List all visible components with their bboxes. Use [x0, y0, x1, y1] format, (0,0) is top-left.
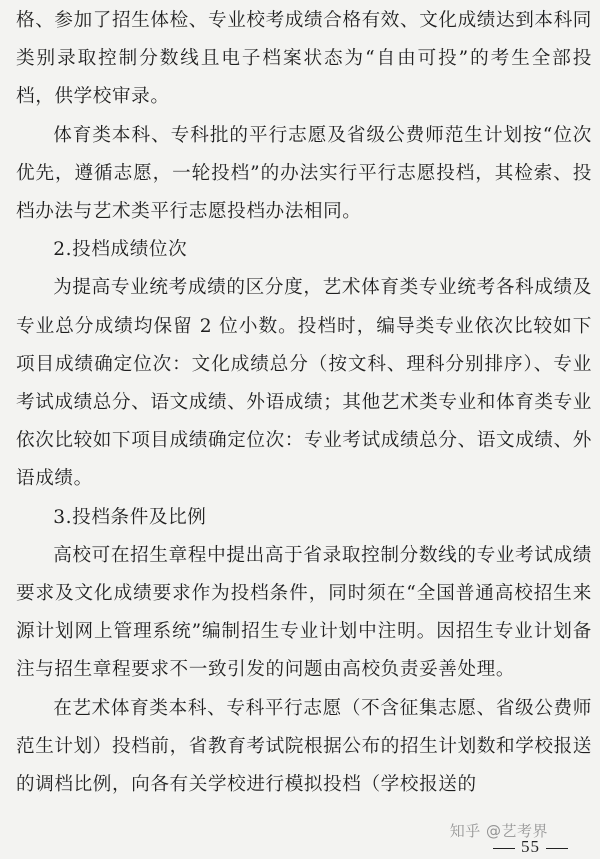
page-number-dash-right [546, 848, 568, 849]
body-text [16, 2, 592, 804]
paragraph-simulated-admission: 在艺术体育类本科、专科平行志愿（不含征集志愿、省级公费师范生计划）投档前，省教育考试院根据公布的招生计划数和学校报送的调档比例，向各有关学校进行模拟投档（学校报送的 [16, 697, 592, 796]
page-number-footer [487, 837, 574, 857]
paragraph-conditions: 高校可在招生章程中提出高于省录取控制分数线的专业考试成绩要求及文化成绩要求作为投档条件，同时须在“全国普通高校招生来源计划网上管理系统”编制招生专业计划中注明。因招生专业计划备注与招生章程要求不一致引发的问题由高校负责妥善处理。 [16, 544, 592, 681]
page-number: 55 [521, 837, 540, 856]
paragraph-score-ranking: 为提高专业统考成绩的区分度，艺术体育类专业统考各科成绩及专业总分成绩均保留 2 位小数。投档时，编导类专业依次比较如下项目成绩确定位次：文化成绩总分（按文科、理科分别排序）、专业考试成绩总分、语文成绩、外语成绩；其他艺术类专业和体育类专业依次比较如下项目成绩确定位次：专业考试成绩总分、语文成绩、外语成绩。 [16, 277, 592, 490]
section-heading-2: 2.投档成绩位次 [53, 239, 188, 261]
paragraph-sports-parallel-volunteer: 体育类本科、专科批的平行志愿及省级公费师范生计划按“位次优先，遵循志愿，一轮投档”的办法实行平行志愿投档，其检索、投档办法与艺术类平行志愿投档办法相同。 [16, 124, 592, 223]
section-heading-3: 3.投档条件及比例 [53, 506, 207, 528]
watermark: 知乎 @艺考界 [449, 822, 548, 840]
page-number-dash-left [493, 848, 515, 849]
paragraph-continued: 格、参加了招生体检、专业校考成绩合格有效、文化成绩达到本科同类别录取控制分数线且电子档案状态为“自由可投”的考生全部投档，供学校审录。 [16, 10, 592, 108]
